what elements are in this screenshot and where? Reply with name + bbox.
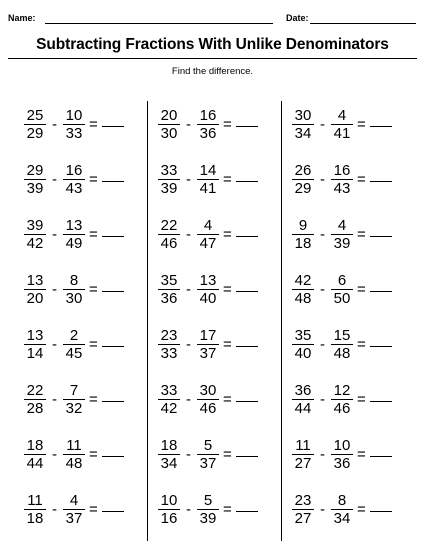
minuend-numerator: 20 [160, 107, 178, 124]
minuend-numerator: 42 [294, 272, 312, 289]
answer-blank[interactable] [370, 346, 392, 347]
subtrahend-numerator: 14 [199, 162, 217, 179]
minuend-numerator: 23 [294, 492, 312, 509]
subtrahend-denominator: 37 [65, 510, 83, 527]
answer-blank[interactable] [236, 456, 258, 457]
subtrahend-denominator: 47 [199, 235, 217, 252]
minuend-fraction [292, 328, 314, 361]
minus-sign: - [52, 446, 57, 463]
subtrahend-denominator: 39 [333, 235, 351, 252]
subtrahend-fraction [197, 328, 219, 361]
minuend-fraction [158, 383, 180, 416]
equals-sign: = [89, 391, 98, 408]
problem-item [148, 317, 282, 372]
minuend-denominator: 29 [294, 180, 312, 197]
minus-sign: - [52, 281, 57, 298]
minuend-numerator: 26 [294, 162, 312, 179]
subtrahend-fraction [63, 328, 85, 361]
answer-blank[interactable] [370, 511, 392, 512]
minuend-denominator: 30 [160, 125, 178, 142]
problem-item [282, 482, 414, 537]
problem-item [14, 372, 148, 427]
subtrahend-fraction [331, 108, 353, 141]
minuend-denominator: 48 [294, 290, 312, 307]
minuend-numerator: 35 [294, 327, 312, 344]
minuend-denominator: 40 [294, 345, 312, 362]
minuend-denominator: 33 [160, 345, 178, 362]
minus-sign: - [186, 281, 191, 298]
minuend-denominator: 16 [160, 510, 178, 527]
subtrahend-denominator: 37 [199, 345, 217, 362]
subtrahend-numerator: 10 [65, 107, 83, 124]
subtrahend-fraction [197, 108, 219, 141]
subtrahend-fraction [197, 493, 219, 526]
equals-sign: = [357, 446, 366, 463]
answer-blank[interactable] [236, 291, 258, 292]
answer-blank[interactable] [102, 456, 124, 457]
subtrahend-fraction [331, 438, 353, 471]
minus-sign: - [186, 226, 191, 243]
problem-item [14, 482, 148, 537]
minuend-fraction [158, 273, 180, 306]
problem-item [14, 317, 148, 372]
problem-item [148, 427, 282, 482]
subtrahend-denominator: 45 [65, 345, 83, 362]
problem-item [14, 152, 148, 207]
minuend-denominator: 14 [26, 345, 44, 362]
date-label: Date: [286, 13, 309, 23]
equals-sign: = [357, 336, 366, 353]
subtrahend-numerator: 4 [69, 492, 79, 509]
subtrahend-numerator: 16 [199, 107, 217, 124]
subtrahend-fraction [197, 383, 219, 416]
equals-sign: = [223, 281, 232, 298]
subtrahend-numerator: 2 [69, 327, 79, 344]
problem-item [282, 152, 414, 207]
minuend-fraction [158, 218, 180, 251]
answer-blank[interactable] [370, 456, 392, 457]
equals-sign: = [357, 501, 366, 518]
equals-sign: = [223, 446, 232, 463]
name-label: Name: [8, 13, 36, 23]
equals-sign: = [357, 226, 366, 243]
subtrahend-numerator: 16 [333, 162, 351, 179]
subtrahend-numerator: 17 [199, 327, 217, 344]
answer-blank[interactable] [370, 126, 392, 127]
minuend-numerator: 25 [26, 107, 44, 124]
minuend-fraction [24, 328, 46, 361]
subtrahend-denominator: 48 [65, 455, 83, 472]
subtrahend-denominator: 49 [65, 235, 83, 252]
minuend-numerator: 11 [27, 492, 43, 509]
minuend-denominator: 27 [294, 455, 312, 472]
minuend-numerator: 23 [160, 327, 178, 344]
minuend-fraction [24, 218, 46, 251]
answer-blank[interactable] [236, 126, 258, 127]
subtrahend-denominator: 50 [333, 290, 351, 307]
answer-blank[interactable] [102, 126, 124, 127]
equals-sign: = [223, 116, 232, 133]
minuend-numerator: 33 [160, 382, 178, 399]
equals-sign: = [357, 391, 366, 408]
problem-item [148, 262, 282, 317]
subtrahend-numerator: 10 [333, 437, 351, 454]
minuend-denominator: 36 [160, 290, 178, 307]
minus-sign: - [320, 116, 325, 133]
minuend-fraction [292, 163, 314, 196]
minuend-fraction [24, 438, 46, 471]
subtrahend-fraction [63, 108, 85, 141]
problem-grid [14, 97, 414, 537]
minus-sign: - [186, 501, 191, 518]
subtrahend-fraction [197, 438, 219, 471]
minuend-numerator: 33 [160, 162, 178, 179]
equals-sign: = [89, 336, 98, 353]
minuend-numerator: 13 [26, 272, 44, 289]
minus-sign: - [186, 391, 191, 408]
minus-sign: - [320, 391, 325, 408]
problem-item [282, 207, 414, 262]
subtrahend-denominator: 48 [333, 345, 351, 362]
title-divider [8, 58, 417, 59]
subtrahend-numerator: 13 [65, 217, 83, 234]
minuend-fraction [24, 163, 46, 196]
subtrahend-denominator: 41 [199, 180, 217, 197]
subtrahend-denominator: 36 [199, 125, 217, 142]
minuend-denominator: 20 [26, 290, 44, 307]
equals-sign: = [89, 446, 98, 463]
subtrahend-fraction [331, 273, 353, 306]
minuend-numerator: 10 [160, 492, 178, 509]
minus-sign: - [186, 116, 191, 133]
subtrahend-numerator: 11 [66, 437, 82, 454]
problem-item [148, 372, 282, 427]
subtrahend-numerator: 13 [199, 272, 217, 289]
answer-blank[interactable] [102, 291, 124, 292]
name-field[interactable] [45, 23, 273, 24]
minuend-fraction [292, 108, 314, 141]
minus-sign: - [52, 336, 57, 353]
equals-sign: = [89, 226, 98, 243]
minuend-denominator: 27 [294, 510, 312, 527]
minus-sign: - [52, 171, 57, 188]
problem-item [148, 207, 282, 262]
problem-item [14, 262, 148, 317]
minuend-numerator: 9 [298, 217, 308, 234]
minuend-denominator: 39 [160, 180, 178, 197]
subtrahend-denominator: 40 [199, 290, 217, 307]
minus-sign: - [52, 391, 57, 408]
problem-item [148, 482, 282, 537]
instructions: Find the difference. [171, 66, 254, 77]
minus-sign: - [320, 171, 325, 188]
equals-sign: = [223, 171, 232, 188]
answer-blank[interactable] [102, 346, 124, 347]
subtrahend-numerator: 6 [337, 272, 347, 289]
minuend-fraction [292, 493, 314, 526]
answer-blank[interactable] [102, 236, 124, 237]
subtrahend-denominator: 30 [65, 290, 83, 307]
answer-blank[interactable] [236, 346, 258, 347]
answer-blank[interactable] [370, 236, 392, 237]
minus-sign: - [320, 226, 325, 243]
minus-sign: - [320, 501, 325, 518]
minuend-numerator: 18 [26, 437, 44, 454]
minuend-numerator: 22 [26, 382, 44, 399]
minuend-denominator: 28 [26, 400, 44, 417]
minuend-fraction [24, 108, 46, 141]
subtrahend-denominator: 39 [199, 510, 217, 527]
equals-sign: = [89, 501, 98, 518]
minus-sign: - [186, 171, 191, 188]
minuend-fraction [158, 328, 180, 361]
minuend-denominator: 42 [26, 235, 44, 252]
subtrahend-numerator: 15 [333, 327, 351, 344]
minuend-fraction [158, 438, 180, 471]
subtrahend-denominator: 43 [333, 180, 351, 197]
minuend-denominator: 34 [160, 455, 178, 472]
subtrahend-numerator: 4 [203, 217, 213, 234]
minus-sign: - [320, 446, 325, 463]
answer-blank[interactable] [102, 181, 124, 182]
answer-blank[interactable] [236, 181, 258, 182]
minuend-numerator: 30 [294, 107, 312, 124]
subtrahend-numerator: 5 [203, 492, 213, 509]
answer-blank[interactable] [370, 401, 392, 402]
minuend-numerator: 35 [160, 272, 178, 289]
minus-sign: - [320, 281, 325, 298]
equals-sign: = [357, 281, 366, 298]
minuend-numerator: 13 [26, 327, 44, 344]
minus-sign: - [320, 336, 325, 353]
equals-sign: = [357, 116, 366, 133]
subtrahend-fraction [63, 163, 85, 196]
problem-item [148, 152, 282, 207]
equals-sign: = [89, 171, 98, 188]
problem-item [282, 262, 414, 317]
problem-item [282, 97, 414, 152]
subtrahend-fraction [63, 273, 85, 306]
minuend-denominator: 29 [26, 125, 44, 142]
subtrahend-denominator: 37 [199, 455, 217, 472]
subtrahend-numerator: 30 [199, 382, 217, 399]
minus-sign: - [186, 336, 191, 353]
minuend-numerator: 22 [160, 217, 178, 234]
problem-item [282, 427, 414, 482]
answer-blank[interactable] [236, 401, 258, 402]
minuend-fraction [158, 163, 180, 196]
subtrahend-fraction [63, 218, 85, 251]
answer-blank[interactable] [102, 401, 124, 402]
problem-item [282, 317, 414, 372]
problem-item [14, 97, 148, 152]
minuend-fraction [292, 273, 314, 306]
subtrahend-fraction [331, 383, 353, 416]
worksheet-header [8, 13, 417, 29]
equals-sign: = [223, 226, 232, 243]
subtrahend-numerator: 4 [337, 107, 347, 124]
subtrahend-numerator: 5 [203, 437, 213, 454]
subtrahend-numerator: 4 [337, 217, 347, 234]
subtrahend-fraction [197, 273, 219, 306]
equals-sign: = [357, 171, 366, 188]
minuend-denominator: 39 [26, 180, 44, 197]
subtrahend-denominator: 43 [65, 180, 83, 197]
problem-item [14, 427, 148, 482]
minuend-fraction [292, 383, 314, 416]
subtrahend-fraction [63, 493, 85, 526]
subtrahend-fraction [197, 163, 219, 196]
page-title: Subtracting Fractions With Unlike Denominators [36, 36, 389, 53]
subtrahend-numerator: 8 [69, 272, 79, 289]
minuend-numerator: 39 [26, 217, 44, 234]
minuend-numerator: 11 [295, 437, 311, 454]
equals-sign: = [223, 336, 232, 353]
subtrahend-fraction [331, 493, 353, 526]
minuend-fraction [158, 108, 180, 141]
subtrahend-numerator: 7 [69, 382, 79, 399]
equals-sign: = [223, 501, 232, 518]
minus-sign: - [52, 116, 57, 133]
minuend-denominator: 18 [294, 235, 312, 252]
minuend-denominator: 42 [160, 400, 178, 417]
minuend-fraction [292, 438, 314, 471]
minus-sign: - [186, 446, 191, 463]
equals-sign: = [223, 391, 232, 408]
answer-blank[interactable] [236, 236, 258, 237]
subtrahend-fraction [197, 218, 219, 251]
subtrahend-fraction [331, 163, 353, 196]
problem-item [14, 207, 148, 262]
minuend-denominator: 18 [26, 510, 44, 527]
subtrahend-denominator: 46 [199, 400, 217, 417]
answer-blank[interactable] [370, 291, 392, 292]
minuend-fraction [24, 383, 46, 416]
subtrahend-numerator: 8 [337, 492, 347, 509]
minuend-denominator: 44 [26, 455, 44, 472]
subtrahend-denominator: 46 [333, 400, 351, 417]
subtrahend-denominator: 32 [65, 400, 83, 417]
subtrahend-denominator: 36 [333, 455, 351, 472]
problem-item [148, 97, 282, 152]
minuend-numerator: 36 [294, 382, 312, 399]
minuend-denominator: 44 [294, 400, 312, 417]
subtrahend-fraction [331, 328, 353, 361]
minuend-numerator: 29 [26, 162, 44, 179]
minus-sign: - [52, 501, 57, 518]
answer-blank[interactable] [370, 181, 392, 182]
minuend-numerator: 18 [160, 437, 178, 454]
minus-sign: - [52, 226, 57, 243]
subtrahend-numerator: 16 [65, 162, 83, 179]
subtrahend-denominator: 33 [65, 125, 83, 142]
minuend-fraction [292, 218, 314, 251]
minuend-denominator: 34 [294, 125, 312, 142]
minuend-fraction [158, 493, 180, 526]
subtrahend-fraction [63, 438, 85, 471]
minuend-fraction [24, 493, 46, 526]
answer-blank[interactable] [102, 511, 124, 512]
subtrahend-numerator: 12 [333, 382, 351, 399]
subtrahend-denominator: 34 [333, 510, 351, 527]
subtrahend-denominator: 41 [333, 125, 351, 142]
date-field[interactable] [310, 23, 416, 24]
subtrahend-fraction [331, 218, 353, 251]
subtrahend-fraction [63, 383, 85, 416]
answer-blank[interactable] [236, 511, 258, 512]
minuend-denominator: 46 [160, 235, 178, 252]
equals-sign: = [89, 281, 98, 298]
problem-item [282, 372, 414, 427]
equals-sign: = [89, 116, 98, 133]
minuend-fraction [24, 273, 46, 306]
